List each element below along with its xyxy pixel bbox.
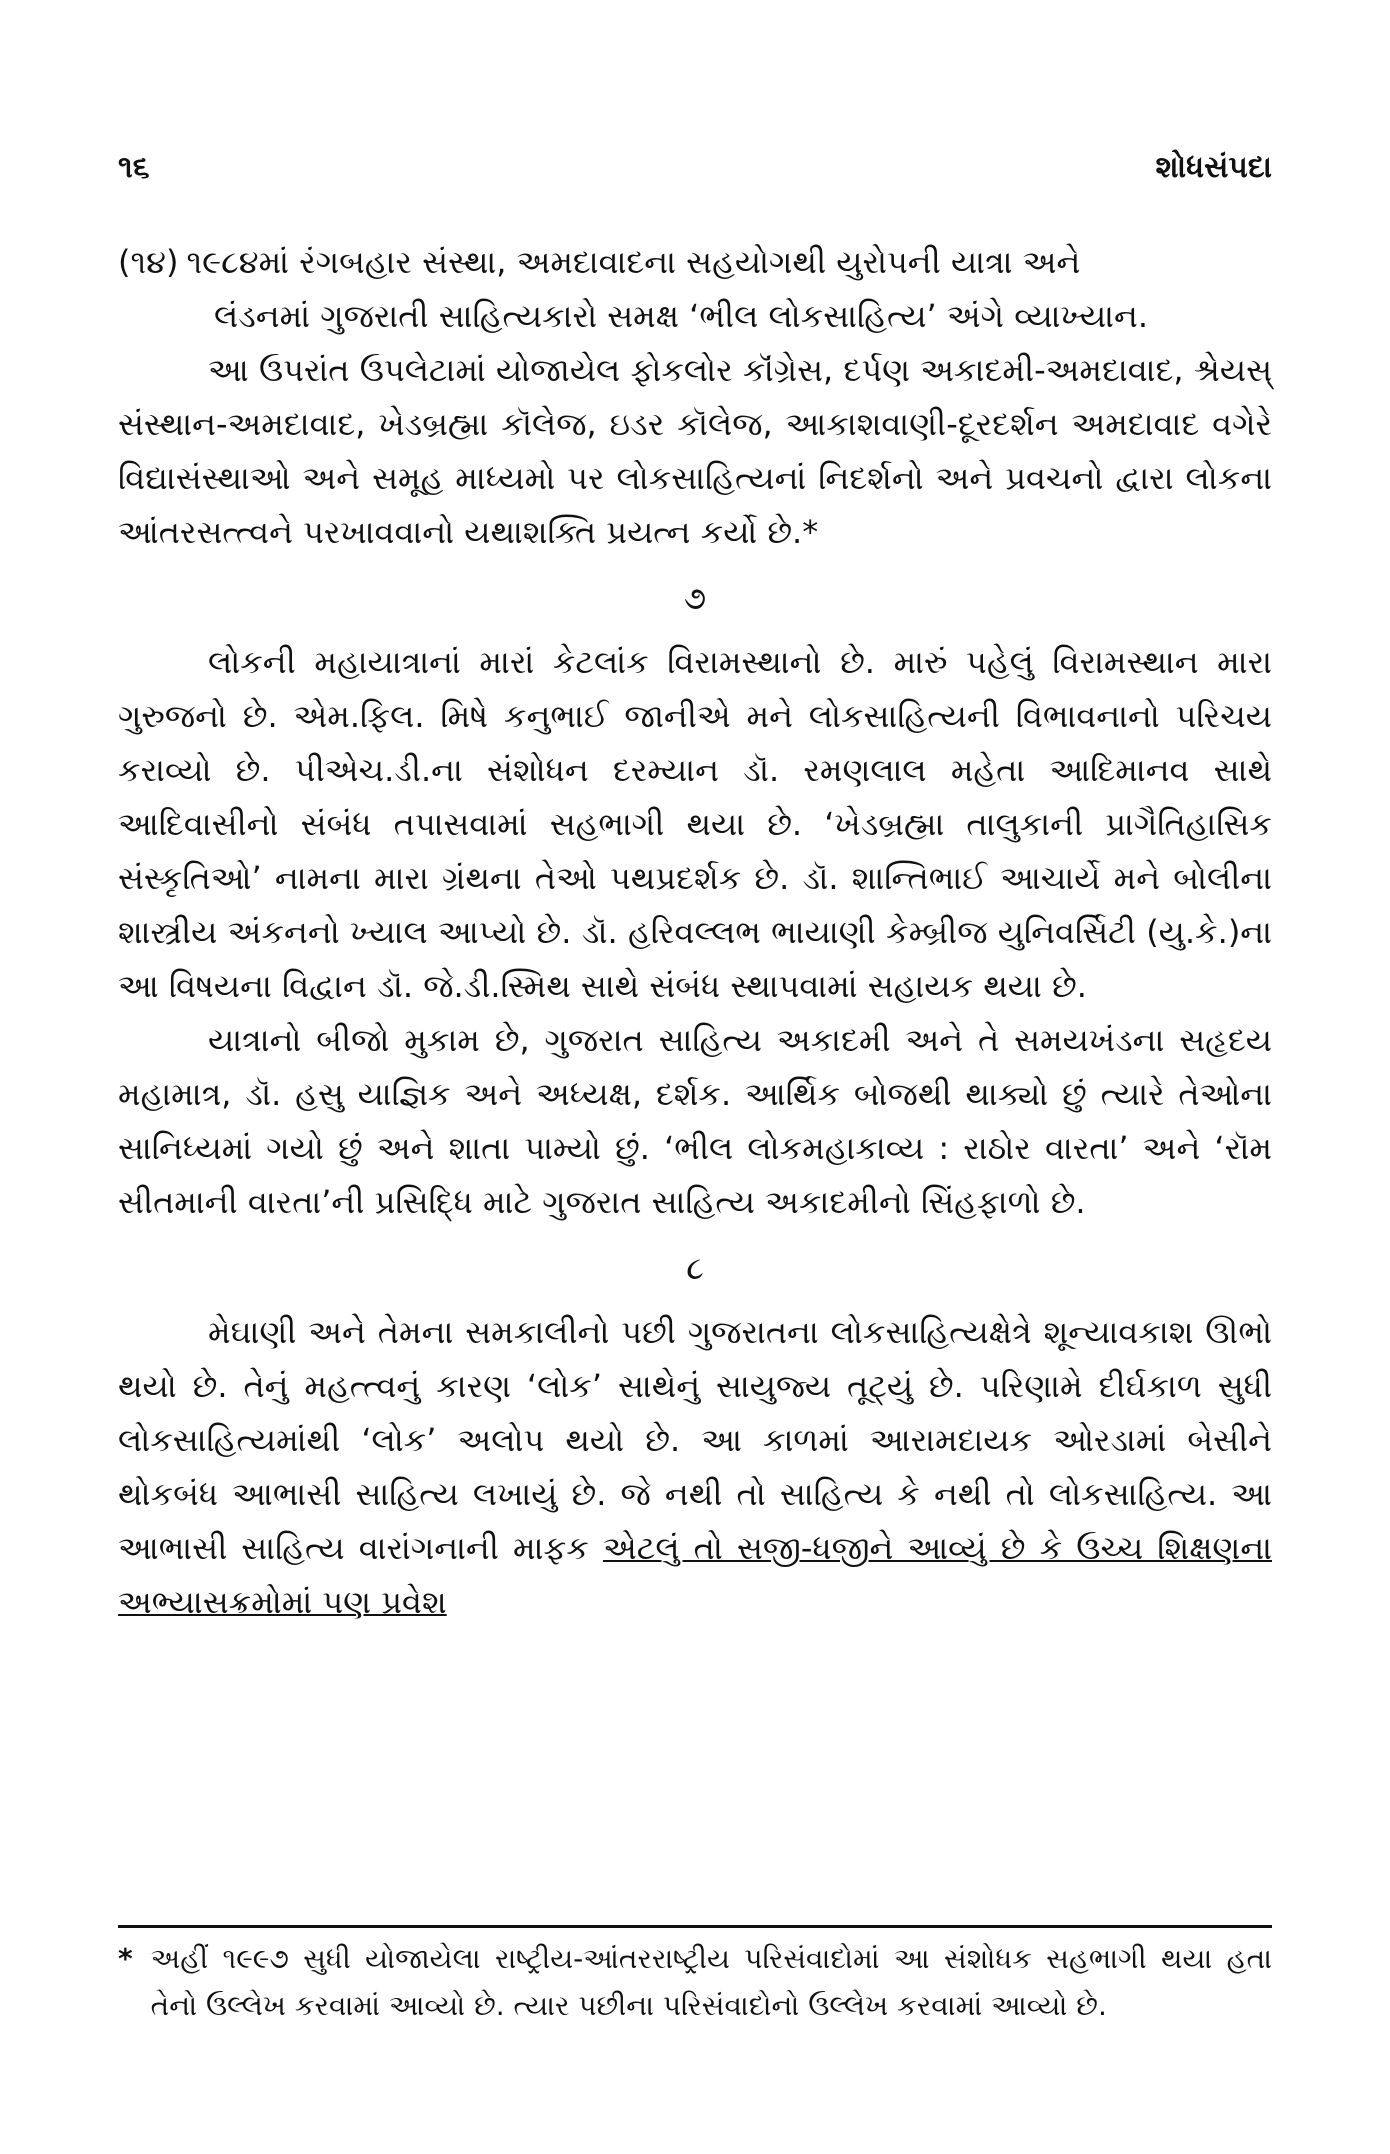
page-body	[118, 235, 1272, 1629]
paragraph-4	[118, 1305, 1272, 1629]
section-number-7: ૭	[683, 579, 707, 617]
footnote	[118, 1935, 1272, 2029]
footnote-divider	[118, 1925, 1272, 1928]
running-title: શોધસંપદા	[1155, 150, 1272, 185]
footnote-mark: *	[118, 1942, 133, 1975]
paragraph-2: લોકની મહાયાત્રાનાં મારાં કેટલાંક વિરામસ્થાનો છે. મારું પહેલું વિરામસ્થાન મારા ગુરુજનો છે. એમ.ફિલ. મિષે કનુભાઈ જાનીએ મને લોકસાહિત્યની વિભાવનાનો પરિચય કરાવ્યો છે. પીએચ.ડી.ના સંશોધન દરમ્યાન ડૉ. રમણલાલ મહેતા આદિમાનવ સાથે આદિવાસીનો સંબંધ તપાસવામાં સહભાગી થયા છે. ‘ખેડબ્રહ્મા તાલુકાની પ્રાગૈતિહાસિક સંસ્કૃતિઓ’ નામના મારા ગ્રંથના તેઓ પથપ્રદર્શક છે. ડૉ. શાન્તિભાઈ આચાર્યે મને બોલીના શાસ્ત્રીય અંકનનો ખ્યાલ આપ્યો છે. ડૉ. હરિવલ્લભ ભાયાણી કેમ્બ્રીજ યુનિવર્સિટી (યુ.કે.)ના આ વિષયના વિદ્વાન ડૉ. જે.ડી.સ્મિથ સાથે સંબંધ સ્થાપવામાં સહાયક થયા છે.	[118, 643, 1272, 1005]
paragraph-4-text: મેઘાણી અને તેમના સમકાલીનો પછી ગુજરાતના લોકસાહિત્યક્ષેત્રે શૂન્યાવકાશ ઊભો થયો છે. તેનું મહત્ત્વનું કારણ ‘લોક’ સાથેનું સાયુજ્ય તૂટ્યું છે. પરિણામે દીર્ઘકાળ સુધી લોકસાહિત્યમાંથી ‘લોક’ અલોપ થયો છે. આ કાળમાં આરામદાયક ઓરડામાં બેસીને થોકબંધ આભાસી સાહિત્ય લખાયું છે. જે નથી તો સાહિત્ય કે નથી તો લોકસાહિત્ય. આ આભાસી સાહિત્ય વારાંગનાની માફક	[118, 1313, 1272, 1567]
list-item-number: (૧૪)	[118, 243, 179, 281]
page-header	[118, 150, 1272, 185]
list-item-14	[118, 235, 1272, 343]
section-number-8: ૮	[686, 1249, 704, 1287]
paragraph-1: આ ઉપરાંત ઉપલેટામાં યોજાયેલ ફોકલોર કૉંગ્રેસ, દર્પણ અકાદમી-અમદાવાદ, શ્રેયસ્ સંસ્થાન-અમદાવાદ, ખેડબ્રહ્મા કૉલેજ, ઇડર કૉલેજ, આકાશવાણી-દૂરદર્શન અમદાવાદ વગેરે વિદ્યાસંસ્થાઓ અને સમૂહ માધ્યમો પર લોકસાહિત્યનાં નિદર્શનો અને પ્રવચનો દ્વારા લોકના આંતરસત્ત્વને પરખાવવાનો યથાશક્તિ પ્રયત્ન કર્યો છે.*	[118, 351, 1272, 551]
page-number: ૧૬	[118, 150, 150, 185]
list-item-continuation: લંડનમાં ગુજરાતી સાહિત્યકારો સમક્ષ ‘ભીલ લોકસાહિત્ય’ અંગે વ્યાખ્યાન.	[214, 297, 1149, 335]
list-item-text: ૧૯૮૪માં રંગબહાર સંસ્થા, અમદાવાદના સહયોગથી યુરોપની યાત્રા અને	[186, 243, 1081, 281]
footnote-text: અહીં ૧૯૯૭ સુધી યોજાયેલા રાષ્ટ્રીય-આંતરરાષ્ટ્રીય પરિસંવાદોમાં આ સંશોધક સહભાગી થયા હતા તેનો ઉલ્લેખ કરવામાં આવ્યો છે. ત્યાર પછીના પરિસંવાદોનો ઉલ્લેખ કરવામાં આવ્યો છે.	[150, 1942, 1272, 2022]
paragraph-4-last-line: એટલું તો સજી-ધજીને આવ્યું છે કે ઉચ્ચ શિક્ષણના અભ્યાસક્રમોમાં પણ પ્રવેશ	[118, 1529, 1273, 1621]
paragraph-3: યાત્રાનો બીજો મુકામ છે, ગુજરાત સાહિત્ય અકાદમી અને તે સમયખંડના સહૃદય મહામાત્ર, ડૉ. હસુ યાજ્ઞિક અને અધ્યક્ષ, દર્શક. આર્થિક બોજથી થાક્યો છું ત્યારે તેઓના સાનિધ્યમાં ગયો છું અને શાતા પામ્યો છું. ‘ભીલ લોકમહાકાવ્ય : રાઠોર વારતા’ અને ‘રૉમ સીતમાની વારતા’ની પ્રસિદ્ધિ માટે ગુજરાત સાહિત્ય અકાદમીનો સિંહફાળો છે.	[118, 1021, 1272, 1221]
